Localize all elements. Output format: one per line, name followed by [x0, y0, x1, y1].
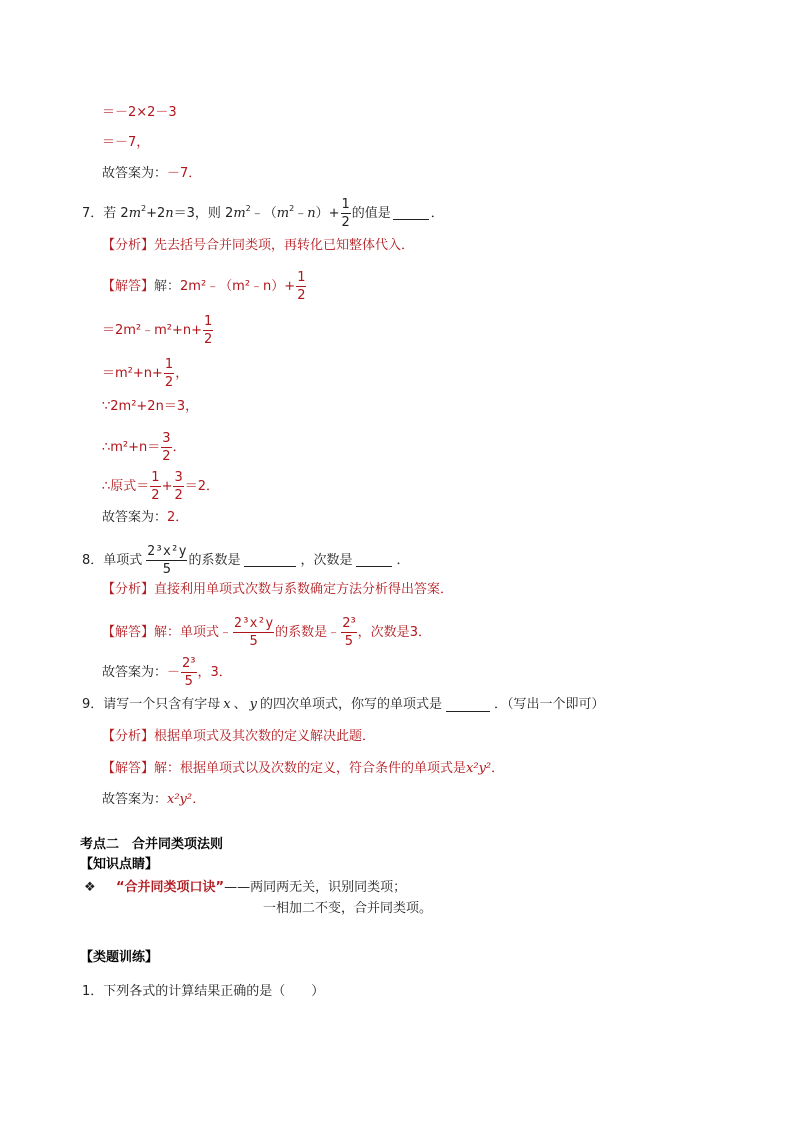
calc-text: ＝－2×2－3 — [102, 105, 177, 120]
solution-expr: ＝2m²﹣m²+n+ — [102, 322, 203, 338]
var-n: n — [165, 205, 174, 221]
fraction-half — [203, 315, 213, 346]
solution-7-step2 — [102, 315, 214, 346]
numerator: 1 — [151, 470, 160, 485]
fraction-three-halves — [161, 432, 171, 463]
var-m: m — [128, 205, 142, 221]
denominator: 2 — [204, 332, 213, 347]
solution-8 — [102, 617, 431, 648]
q7-stem — [103, 205, 339, 223]
stem-text: ＝3，则 2 — [173, 205, 234, 221]
training-question-1 — [82, 983, 324, 1001]
rhyme-title: “合并同类项口诀” — [116, 880, 225, 895]
solution-expr: x²y² — [466, 761, 492, 776]
fraction-half — [296, 271, 306, 302]
denominator: 2 — [164, 375, 174, 390]
answer-line — [102, 165, 201, 183]
training-heading — [80, 949, 158, 967]
solution-text: 3． — [409, 624, 431, 640]
question-9 — [82, 696, 605, 714]
solution-expr: + — [161, 478, 173, 494]
solution-text: 解： — [154, 278, 181, 294]
answer-value: － — [167, 664, 181, 680]
analysis-text: 先去括号合并同类项，再转化已知整体代入． — [154, 238, 415, 253]
solution-7-therefore2 — [102, 471, 219, 502]
var-x: x — [223, 697, 231, 712]
numerator: 2³ — [182, 656, 196, 671]
answer-value: －7． — [167, 166, 202, 181]
stem-text: 的四次单项式，你写的单项式是 — [260, 697, 443, 712]
question-text: 1．下列各式的计算结果正确的是（ ） — [82, 984, 325, 999]
exp: 2 — [289, 203, 295, 213]
solution-text: 的系数是﹣ — [275, 624, 341, 640]
rhyme-line-1 — [84, 879, 406, 897]
coefficient-blank — [244, 554, 296, 567]
analysis-tag: 【分析】 — [102, 582, 155, 597]
answer-label: 故答案为： — [102, 664, 168, 680]
solution-9 — [102, 760, 504, 778]
denominator: 2 — [341, 215, 350, 230]
analysis-tag: 【分析】 — [102, 238, 155, 253]
answer-blank — [393, 207, 429, 220]
solution-expr: ∵2m²+2n＝3， — [102, 399, 199, 414]
answer-value: 2． — [167, 510, 189, 525]
numerator: 2³ — [342, 616, 356, 631]
rhyme-line-2 — [263, 900, 432, 918]
answer-value: 3． — [210, 664, 232, 680]
monomial-fraction — [233, 617, 274, 648]
var-n: n — [307, 205, 316, 221]
question-number: 9． — [82, 697, 104, 712]
rhyme-text: 一相加二不变，合并同类项。 — [263, 901, 433, 916]
denominator: 5 — [184, 674, 193, 689]
stem-text: 若 2 — [103, 205, 129, 221]
numerator: 1 — [297, 270, 306, 285]
degree-blank — [356, 554, 392, 567]
denominator: 5 — [249, 634, 258, 649]
solution-expr: ． — [172, 439, 186, 455]
numerator: 1 — [341, 197, 350, 212]
solution-7-step1 — [102, 271, 307, 302]
knowledge-heading — [80, 856, 158, 874]
solution-text: ，次数是 — [357, 624, 410, 640]
denominator: 2 — [151, 488, 160, 503]
stem-text: ﹣ — [294, 205, 308, 221]
coefficient-fraction — [181, 657, 196, 688]
stem-text: 请写一个只含有字母 — [103, 697, 221, 712]
stem-text: +2 — [146, 205, 166, 221]
denominator: 2 — [297, 288, 306, 303]
solution-expr: ＝2． — [184, 478, 220, 494]
numerator: 3 — [174, 470, 183, 485]
analysis-tag: 【分析】 — [102, 729, 155, 744]
answer-value: x²y²． — [167, 792, 206, 807]
section-title-text: 考点二 合并同类项法则 — [80, 837, 224, 852]
fraction-half — [164, 358, 174, 389]
stem-text: 的系数是 — [188, 552, 241, 568]
analysis-9 — [102, 728, 375, 746]
solution-text: 解：根据单项式以及次数的定义，符合条件的单项式是 — [154, 761, 467, 776]
question-number: 7． — [82, 205, 104, 221]
answer-label: 故答案为： — [102, 510, 168, 525]
var-m: m — [233, 205, 246, 221]
calc-line-1 — [102, 104, 177, 122]
solution-7-step3 — [102, 358, 188, 389]
var-m: m — [276, 205, 290, 221]
solution-expr: 2m²﹣（m²﹣n）+ — [180, 278, 296, 294]
question-7 — [82, 198, 444, 229]
training-text: 【类题训练】 — [80, 950, 159, 965]
solution-expr: ∴m²+n＝ — [102, 439, 161, 455]
answer-tag: 【解答】 — [102, 761, 155, 776]
question-8 — [82, 545, 409, 576]
solution-expr: ， — [175, 365, 189, 381]
numerator: 1 — [164, 357, 174, 372]
denominator: 5 — [162, 562, 171, 577]
stem-text: ，次数是 — [300, 552, 353, 568]
calc-line-2 — [102, 134, 149, 152]
final-answer-8 — [102, 657, 232, 688]
solution-7-because — [102, 398, 198, 416]
numerator: 2³x²y — [234, 616, 274, 631]
question-number: 8． — [82, 552, 104, 568]
coefficient-fraction — [341, 617, 356, 648]
stem-text: ． — [430, 205, 444, 221]
bullet-icon: ❖ — [84, 880, 96, 895]
solution-expr: ∴原式＝ — [102, 478, 150, 494]
stem-text: ﹣（ — [250, 205, 277, 221]
fraction-half — [150, 471, 160, 502]
solution-expr: ＝m²+n+ — [102, 365, 163, 381]
rhyme-text: ——两同两无关，识别同类项； — [224, 880, 407, 895]
fraction-half — [341, 198, 351, 229]
numerator: 2³x²y — [147, 544, 187, 559]
denominator: 2 — [162, 449, 171, 464]
stem-text: 单项式 — [103, 552, 143, 568]
stem-text: ．（写出一个即可） — [494, 697, 605, 712]
final-answer-7 — [102, 509, 188, 527]
knowledge-text: 【知识点睛】 — [80, 857, 159, 872]
monomial-fraction — [146, 545, 187, 576]
answer-blank — [446, 699, 490, 712]
solution-text: ． — [491, 761, 505, 776]
answer-tag: 【解答】 — [102, 278, 155, 294]
section-title — [80, 836, 223, 854]
solution-7-therefore1 — [102, 432, 186, 463]
stem-text: 、 — [233, 697, 247, 712]
stem-text: 的值是 — [351, 205, 391, 221]
exp: 2 — [245, 203, 251, 213]
stem-text: ． — [396, 552, 410, 568]
exp: 2 — [141, 203, 147, 213]
analysis-text: 根据单项式及其次数的定义解决此题． — [154, 729, 376, 744]
numerator: 3 — [162, 431, 171, 446]
calc-text: ＝－7， — [102, 135, 150, 150]
answer-label: 故答案为： — [102, 166, 168, 181]
final-answer-9 — [102, 791, 205, 809]
answer-tag: 【解答】 — [102, 624, 155, 640]
var-y: y — [249, 697, 258, 712]
analysis-8 — [102, 581, 453, 599]
answer-value: ， — [197, 664, 211, 680]
denominator: 2 — [174, 488, 183, 503]
numerator: 1 — [204, 314, 213, 329]
denominator: 5 — [344, 634, 354, 649]
answer-label: 故答案为： — [102, 792, 168, 807]
stem-text: ）+ — [315, 205, 340, 221]
fraction-three-halves — [173, 471, 183, 502]
analysis-7 — [102, 237, 414, 255]
analysis-text: 直接利用单项式次数与系数确定方法分析得出答案． — [154, 582, 454, 597]
solution-text: 解：单项式﹣ — [154, 624, 233, 640]
